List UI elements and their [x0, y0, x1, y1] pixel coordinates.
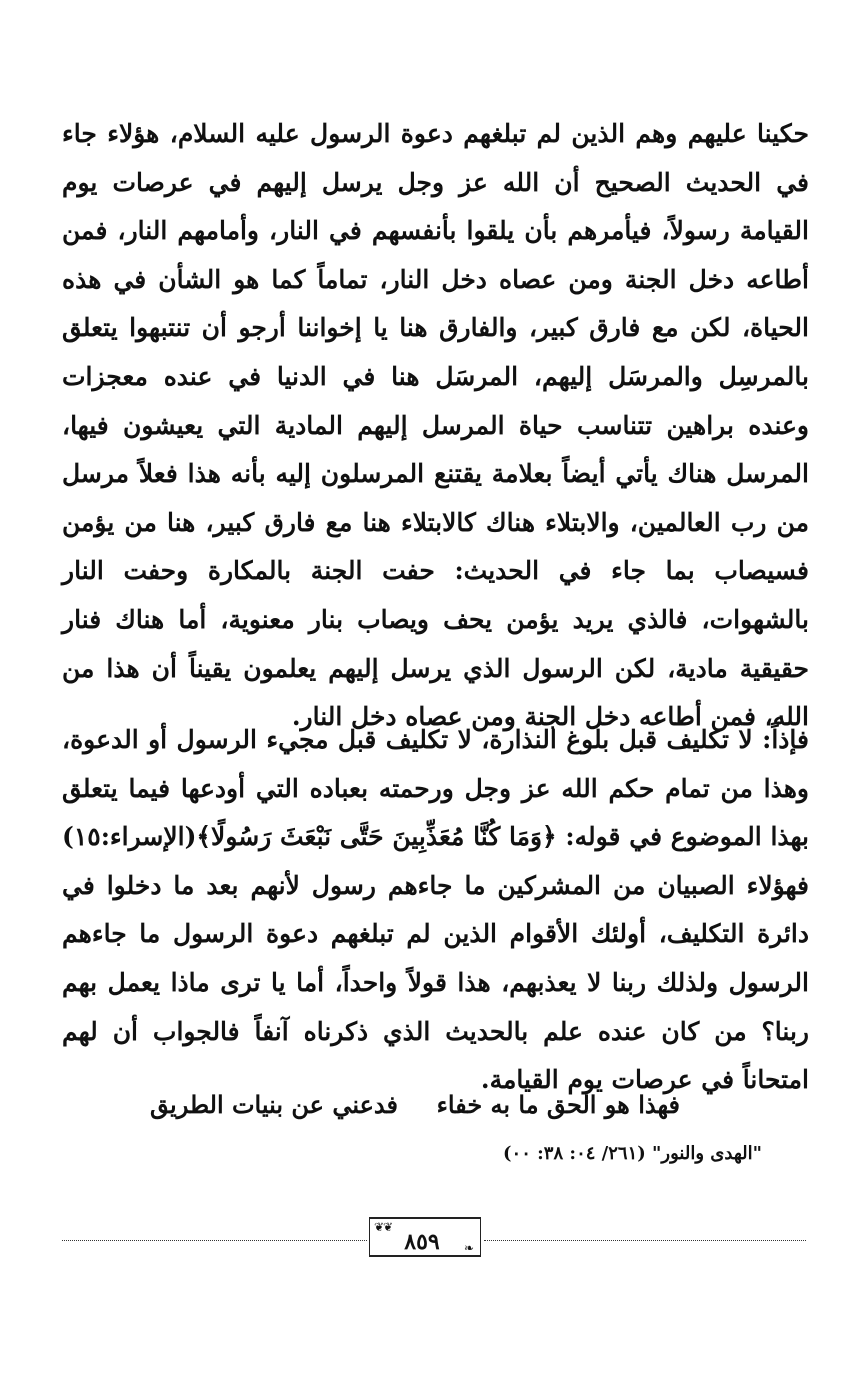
paragraph-2-body: لا تكليف قبل بلوغ النذارة، لا تكليف قبل مجيء الرسول أو الدعوة، وهذا من تمام حكم الله عز وجل ورحمته بعباده التي أودعها فيما يتعلق بهذا الموضوع في قوله: ﴿وَمَا كُنَّا مُعَذِّبِينَ حَتَّى نَبْعَثَ رَسُولًا﴾(الإسراء:١٥) فهؤلاء الصبيان من المشركين ما جاءهم رسول لأنهم بعد ما دخلوا في دائرة التكليف، أولئك الأقوام الذين لم تبلغهم دعوة الرسول ما جاءهم الرسول ولذلك ربنا لا يعذبهم، هذا قولاً واحداً، أما يا ترى ماذا يعمل بهم ربنا؟ من كان عنده علم بالحديث الذي ذكرناه آنفاً فالجواب أن لهم امتحاناً في عرصات يوم القيامة.	[62, 725, 810, 1095]
source-citation: "الهدى والنور" (٢٦١/ ٠٤: ٣٨: ٠٠)	[503, 1143, 762, 1164]
ornament-icon: ❧	[463, 1241, 474, 1255]
paragraph-2-lead: فإذاً:	[762, 725, 809, 754]
paragraph-1: حكينا عليهم وهم الذين لم تبلغهم دعوة الرسول عليه السلام، هؤلاء جاء في الحديث الصحيح أن الله عز وجل يرسل إليهم في عرصات يوم القيامة رسولاً، فيأمرهم بأن يلقوا بأنفسهم في النار، وأمامهم النار، فمن أطاعه دخل الجنة ومن عصاه دخل النار، تماماً كما هو الشأن في هذه الحياة، لكن مع فارق كبير، والفارق هنا يا إخواننا أرجو أن تنتبهوا يتعلق بالمرسِل والمرسَل إليهم، المرسَل هنا في الدنيا في عنده معجزات وعنده براهين تتناسب حياة المرسل إليهم المادية التي يعيشون فيها، المرسل هناك يأتي أيضاً بعلامة يقتنع المرسلون إليه بأنه هذا فعلاً مرسل من رب العالمين، والابتلاء هناك كالابتلاء هنا مع فارق كبير، هنا من يؤمن فسيصاب بما جاء في الحديث: حفت الجنة بالمكارة وحفت النار بالشهوات، فالذي يريد يؤمن يحف ويصاب بنار معنوية، أما هناك فنار حقيقية مادية، لكن الرسول الذي يرسل إليهم يعلمون يقيناً أن هذا من الله، فمن أطاعه دخل الجنة ومن عصاه دخل النار.	[62, 119, 809, 732]
footer-divider-left	[62, 1240, 367, 1241]
paragraph-2	[62, 716, 809, 1105]
verse-second-hemistich: فدعني عن بنيات الطريق	[150, 1090, 398, 1119]
page-number-frame	[369, 1217, 481, 1257]
poetry-verse	[150, 1082, 680, 1128]
verse-first-hemistich: فهذا هو الحق ما به خفاء	[436, 1090, 680, 1119]
footer-divider-right	[484, 1240, 806, 1241]
page-number: ٨٥٩	[404, 1229, 440, 1255]
ornament-icon: ❦❦	[374, 1220, 393, 1234]
